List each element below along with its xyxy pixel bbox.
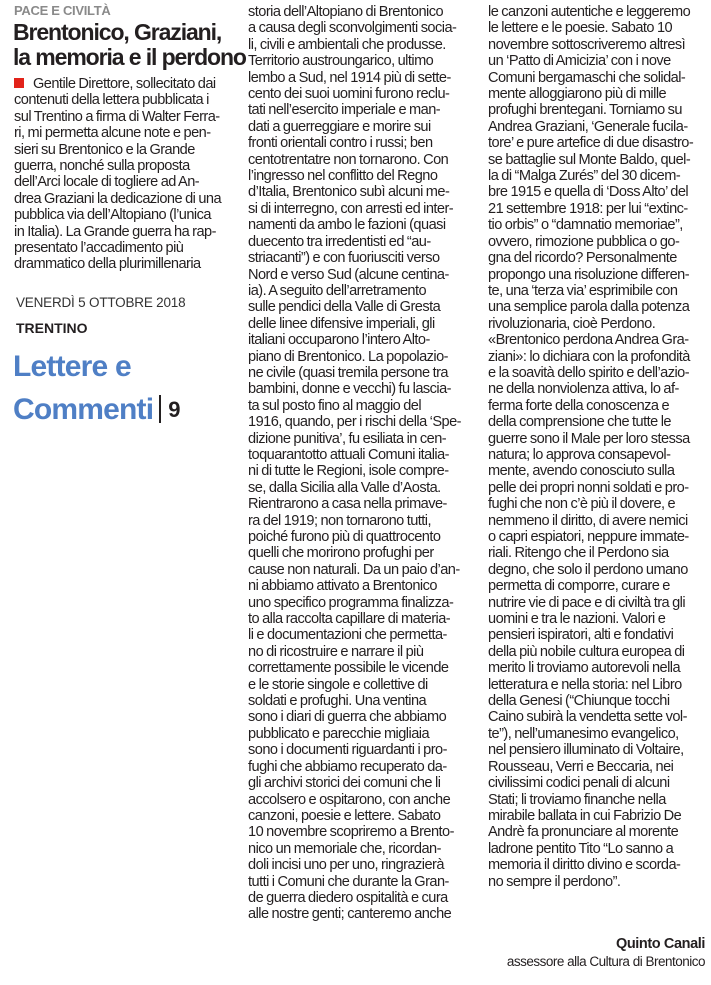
text-line: dizione punitiva’, fu esiliata in cen- [248,430,447,447]
section-title [13,393,180,427]
text-line: te, una ‘terza via’ esprimibile con [488,282,678,299]
text-line: in Italia). La Grande guerra ha rap- [14,223,216,240]
text-line: novembre sottoscriveremo altresì [488,36,686,53]
text-line: cento dei suoi uomini furono reclu- [248,86,450,103]
text-line: canzoni, poesie e lettere. Sabato [248,807,441,824]
text-line: toquarantotto attuali Comuni italia- [248,446,449,463]
text-line: ne civile (quasi tremila persone tra [248,364,448,381]
headline-line: la memoria e il perdono [13,44,246,70]
text-line: le lettere e le poesie. Sabato 10 [488,20,673,37]
text-line: presentato l’accadimento più [14,240,184,257]
text-line: tio orbis” o “damnatio memoriae”, [488,217,683,234]
text-line: la di “Malga Zurés” del 30 dicem- [488,168,681,185]
text-line: alle nostre genti; canteremo anche [248,906,452,923]
kicker: PACE E CIVILTÀ [14,3,111,18]
text-line: bambini, donne e vecchi) fu lascia- [248,381,451,398]
text-line: Stati; li troviamo finanche nella [488,791,666,808]
text-line: della comprensione che tutte le [488,414,671,431]
text-line: se, dalla Sicilia alla Valle d’Aosta. [248,479,441,496]
text-line: «Brentonico perdona Andrea Gra- [488,332,689,349]
text-line: uno specifico programma finalizza- [248,594,454,611]
text-line: ri, mi permetta alcune note e pen- [14,125,211,142]
text-line: natura; lo approva consapevol- [488,446,671,463]
text-line: guerra, nonché sulla proposta [14,158,190,175]
text-line: piano di Brentonico. La popolazio- [248,348,448,365]
article-column-3 [488,4,710,890]
text-line: sul Trentino a firma di Walter Ferra- [14,108,220,125]
text-line: ovvero, rimozione pubblica o go- [488,233,680,250]
text-line: contenuti della lettera pubblicata i [14,92,209,109]
text-line: li e documentazioni che permetta- [248,627,447,644]
text-line: Comuni bergamaschi che solidal- [488,69,686,86]
text-line: gna del ricordo? Personalmente [488,250,677,267]
text-line: permetta di comporre, curare e [488,578,670,595]
text-line: ia). A seguito dell’arretramento [248,282,427,299]
text-line: fughi che non c’è più il dovere, e [488,496,676,513]
text-line: Andrè fa pronunciare al morente [488,824,679,841]
text-line: Caino subirà la vendetta sette vol- [488,709,687,726]
text-line: sulle pendici della Valle di Gresta [248,299,441,316]
text-line: a causa degli sconvolgimenti socia- [248,20,457,37]
text-line: drea Graziani la dedicazione di una [14,190,222,207]
text-line: ferma forte della conoscenza e [488,397,670,414]
text-line: mente, avendo conosciuto sulla [488,463,675,480]
headline [13,20,246,70]
text-line: quelli che morirono profughi per [248,545,434,562]
text-line: pubblicato e parecchie migliaia [248,725,430,742]
text-line: rivoluzionaria, cioè Perdono. [488,315,656,332]
text-line: uomini e tra le nazioni. Valori e [488,611,666,628]
text-line: ni di tutte le Regioni, isole compre- [248,463,449,480]
text-line: se battaglie sul Monte Baldo, quel- [488,151,691,168]
text-line: dati a guerreggiare e morire sui [248,118,431,135]
text-line: letteratura e nella storia: nel Libro [488,676,682,693]
text-line [14,76,240,92]
text-line: tati nell’esercito imperiale e man- [248,102,441,119]
text-line: correttamente possibile le vicende [248,660,449,677]
text-line: de guerra diedero ospitalità e cura [248,889,448,906]
text-line: si di interregno, con arresti ed inter- [248,200,454,217]
page-number: 9 [168,397,180,422]
text-line: lembo a Sud, nel 1914 più di sette- [248,69,451,86]
text-line: riali. Ritengo che il Perdono sia [488,545,669,562]
text-line: nico un memoriale che, ricordan- [248,840,441,857]
text-line: sono i documenti riguardanti i pro- [248,742,447,759]
text-line: te”), nell’umanesimo evangelico, [488,725,679,742]
text-line: nel pensiero illuminato di Voltaire, [488,742,684,759]
text-line: delle linee difensive imperiali, gli [248,315,435,332]
text-line: to alla raccolta capillare di materia- [248,611,451,628]
text-line: sono i diari di guerra che abbiamo [248,709,447,726]
text-line: no di ricostruire e narrare il più [248,643,424,660]
text-line: le canzoni autentiche e leggeremo [488,4,691,20]
text-line: soldati e profughi. Una ventina [248,693,427,710]
text-line: italiani occuparono l’intero Alto- [248,332,430,349]
text-line: striacanti”) e con fuoriusciti verso [248,250,440,267]
text-line: cause non naturali. Da un paio d’an- [248,561,460,578]
author-name: Quinto Canali [615,936,705,952]
text-line: pelle dei propri nonni soldati e pro- [488,479,689,496]
text-line: ziani»: lo dichiara con la profondità [488,348,690,365]
text-line: merito li troviamo autorevoli nella [488,660,681,677]
text-line: dell’Arci locale di togliere ad An- [14,174,200,191]
headline-line: Brentonico, Graziani, [13,19,222,45]
text-line-content: Gentile Direttore, sollecitato dai [33,76,216,92]
text-line: una semplice parola dalla potenza [488,299,690,316]
text-line: e le storie singole e collettive di [248,676,428,693]
text-line: drammatico della plurimillenaria [14,256,201,273]
text-line: ladrone pentito Tito “Lo sanno a [488,840,674,857]
text-line: e la soavità dello spirito e dell’azio- [488,364,690,381]
text-line: 10 novembre scopriremo a Brento- [248,824,454,841]
text-line: della Genesi (“Chiunque tocchi [488,693,670,710]
text-line: storia dell’Altopiano di Brentonico [248,4,444,20]
text-line: l’ingresso nel conflitto del Regno [248,168,438,185]
red-square-marker-icon [14,78,24,88]
text-line: della più nobile cultura europea di [488,643,685,660]
text-line: doli incisi uno per uno, ringrazierà [248,857,444,874]
text-line: mirabile ballata in cui Fabrizio De [488,807,682,824]
text-line: li, civili e ambientali che produsse. [248,36,446,53]
text-line: poiché furono più di quattrocento [248,529,441,545]
text-line: ta sul posto fino al maggio del [248,397,422,414]
text-line: sieri su Brentonico e la Grande [14,141,195,158]
text-line: pensieri ispiratori, alti e fondativi [488,627,674,644]
text-line: bre 1915 e quella di ‘Doss Alto’ del [488,184,689,201]
text-line: tutti i Comuni che durante la Gran- [248,873,449,890]
section-title-line2: Commenti [13,393,154,426]
article-column-2 [248,4,474,923]
text-line: mente alloggiarono più di mille [488,86,667,103]
text-line: no sempre il perdono”. [488,873,621,890]
article-column-1 [14,76,240,273]
text-line: fughi che abbiamo recuperato da- [248,758,447,775]
newspaper-name: TRENTINO [16,320,88,336]
text-line: nutrire vie di pace e di civiltà tra gli [488,594,686,611]
text-line: profughi brentegani. Torniamo su [488,102,682,119]
text-line: civilissimi codici penali di alcuni [488,775,670,792]
text-line: Rientrarono a casa nella primave- [248,496,447,513]
text-line: guerre sono il Male per loro stessa [488,430,690,447]
text-line: o capri espiatori, neppure immate- [488,529,689,545]
issue-date: VENERDÌ 5 OTTOBRE 2018 [16,295,186,310]
text-line: namenti da ambo le fazioni (quasi [248,217,446,234]
text-line: Territorio austroungarico, ultimo [248,53,434,70]
text-line: pubblica via dell’Altopiano (l’unica [14,207,211,224]
text-line: ni abbiamo attivato a Brentonico [248,578,437,595]
text-line: ne della nonviolenza attiva, lo af- [488,381,679,398]
text-line: tore’ e pure artefice di due disastro- [488,135,694,152]
text-line: propongo una risoluzione differen- [488,266,690,283]
section-title-line1: Lettere e [13,350,131,383]
text-line: nemmeno il diritto, di avere nemici [488,512,688,529]
text-line: duecento tra irredentisti ed “au- [248,233,431,250]
text-line: 21 settembre 1918: per lui “extinc- [488,200,688,217]
text-line: un ‘Patto di Amicizia’ con i nove [488,53,671,70]
text-line: d’Italia, Brentonico subì alcuni me- [248,184,450,201]
text-line: centotrentatre non tornarono. Con [248,151,449,168]
text-line: ra del 1919; non tornarono tutti, [248,512,431,529]
text-line: memoria il diritto divino e scorda- [488,857,681,874]
divider [159,395,161,423]
author-role: assessore alla Cultura di Brentonico [506,954,705,969]
text-line: accolsero e ospitarono, con anche [248,791,451,808]
text-line: Rousseau, Verri e Beccaria, nei [488,758,674,775]
text-line: Nord e verso Sud (alcune centina- [248,266,449,283]
text-line: fronti orientali contro i russi; ben [248,135,433,152]
text-line: 1916, quando, per i rischi della ‘Spe- [248,414,461,431]
text-line: gli archivi storici dei comuni che li [248,775,441,792]
text-line: degno, che solo il perdono umano [488,561,688,578]
text-line: Andrea Graziani, ‘Generale fucila- [488,118,688,135]
